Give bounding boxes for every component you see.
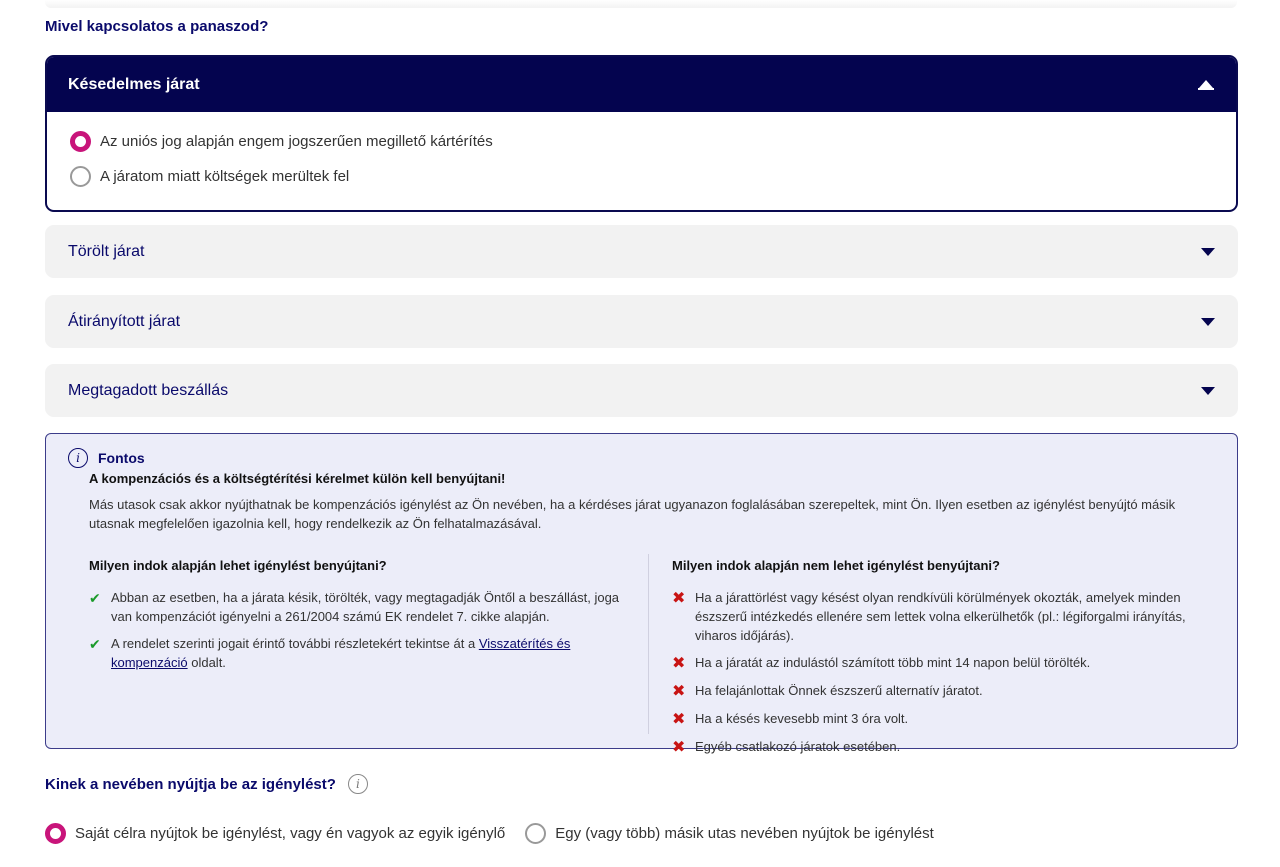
radio-button-checked[interactable]: [70, 131, 91, 152]
behalf-question-label: Kinek a nevében nyújtja be az igénylést?: [45, 775, 336, 793]
previous-section-edge: [45, 0, 1237, 8]
notice-subtitle: A kompenzációs és a költségtérítési kérelmet külön kell benyújtani!: [89, 471, 506, 486]
accordion-denied-title: Megtagadott beszállás: [68, 381, 229, 399]
list-item: [672, 653, 1209, 673]
cross-icon: ✖: [672, 655, 686, 672]
accordion-delayed-header[interactable]: [47, 57, 1236, 112]
info-icon: i: [68, 448, 88, 468]
complaint-question-label: Mivel kapcsolatos a panaszod?: [45, 18, 269, 35]
ineligible-reason-text: Ha felajánlottak Önnek észszerű alternatív járatot.: [695, 683, 983, 698]
accordion-delayed-flight: [45, 55, 1238, 212]
accordion-cancelled-flight[interactable]: [45, 225, 1238, 278]
eligible-reason-text: Abban az esetben, ha a járata késik, törölték, vagy megtagadják Öntől a beszállást, joga van kompenzációt igényelni a 261/2004 számú EK rendelet 7. cikke alapján.: [111, 590, 620, 624]
radio-label: Egy (vagy több) másik utas nevében nyújtok be igénylést: [555, 824, 934, 842]
accordion-rerouted-flight[interactable]: [45, 295, 1238, 348]
cross-icon: ✖: [672, 711, 686, 728]
radio-option-other-passenger[interactable]: [525, 821, 934, 845]
radio-button-checked[interactable]: [45, 823, 66, 844]
accordion-rerouted-title: Átirányított járat: [68, 312, 181, 330]
list-item: [672, 737, 1209, 757]
refund-compensation-link[interactable]: Visszatérítés és kompenzáció: [111, 636, 571, 670]
cross-icon: ✖: [672, 683, 686, 700]
cross-icon: ✖: [672, 590, 686, 607]
radio-label: Saját célra nyújtok be igénylést, vagy én vagyok az egyik igénylő: [75, 824, 506, 842]
eligible-reason-text: A rendelet szerinti jogait érintő további részletekért tekintse át a Visszatérítés és kompenzáció oldalt.: [111, 636, 571, 670]
radio-button[interactable]: [70, 166, 91, 187]
caret-up-icon: [1198, 80, 1214, 90]
radio-label: A járatom miatt költségek merültek fel: [100, 168, 350, 185]
eligible-reasons-title: Milyen indok alapján lehet igénylést benyújtani?: [89, 558, 387, 573]
caret-down-icon: [1201, 248, 1215, 256]
notice-text: Más utasok csak akkor nyújthatnak be kompenzációs igénylést az Ön nevében, ha a kérdéses járat ugyanazon foglalásában szerepeltek, mint Ön. Ilyen esetben az igénylést benyújtó másik utasnak megfelelően igazolnia kell, hogy rendelkezik az Ön felhatalmazásával.: [89, 497, 1176, 531]
accordion-denied-boarding[interactable]: [45, 364, 1238, 417]
caret-down-icon: [1201, 387, 1215, 395]
info-icon[interactable]: i: [348, 774, 368, 794]
list-item: [89, 588, 636, 626]
accordion-cancelled-title: Törölt járat: [68, 242, 145, 260]
ineligible-reason-text: Ha a késés kevesebb mint 3 óra volt.: [695, 711, 909, 726]
ineligible-reason-text: Egyéb csatlakozó járatok esetében.: [695, 739, 901, 754]
list-item: [672, 588, 1209, 645]
radio-label: Az uniós jog alapján engem jogszerűen megillető kártérítés: [100, 133, 493, 150]
list-item: [672, 681, 1209, 701]
accordion-delayed-body: [47, 112, 1236, 210]
behalf-radio-group: [45, 821, 934, 845]
ineligible-reason-text: Ha a járatát az indulástól számított több mint 14 napon belül törölték.: [695, 655, 1091, 670]
checkmark-icon: ✔: [89, 636, 101, 652]
behalf-question: [45, 774, 368, 794]
ineligible-reason-text: Ha a járattörlést vagy késést olyan rendkívüli körülmények okozták, amelyek minden észszerű intézkedés ellenére sem lettek volna elkerülhetők (pl.: légiforgalmi irányítás, viharos időjárás).: [695, 590, 1186, 643]
radio-option-expenses[interactable]: [70, 159, 1213, 194]
radio-option-self[interactable]: [45, 821, 505, 845]
caret-down-icon: [1201, 318, 1215, 326]
accordion-delayed-title: Késedelmes járat: [68, 75, 200, 93]
ineligible-reasons-title: Milyen indok alapján nem lehet igénylést benyújtani?: [672, 558, 1000, 573]
eligible-reasons-column: [89, 554, 649, 734]
checkmark-icon: ✔: [89, 590, 101, 606]
cross-icon: ✖: [672, 739, 686, 756]
list-item: [89, 634, 636, 672]
radio-button[interactable]: [525, 823, 546, 844]
notice-columns: [89, 554, 1229, 765]
notice-header: [68, 448, 1215, 468]
list-item: [672, 709, 1209, 729]
radio-option-eu-compensation[interactable]: [70, 124, 1213, 159]
important-notice: [45, 433, 1238, 756]
ineligible-reasons-column: [649, 554, 1209, 765]
notice-title: Fontos: [98, 450, 145, 466]
